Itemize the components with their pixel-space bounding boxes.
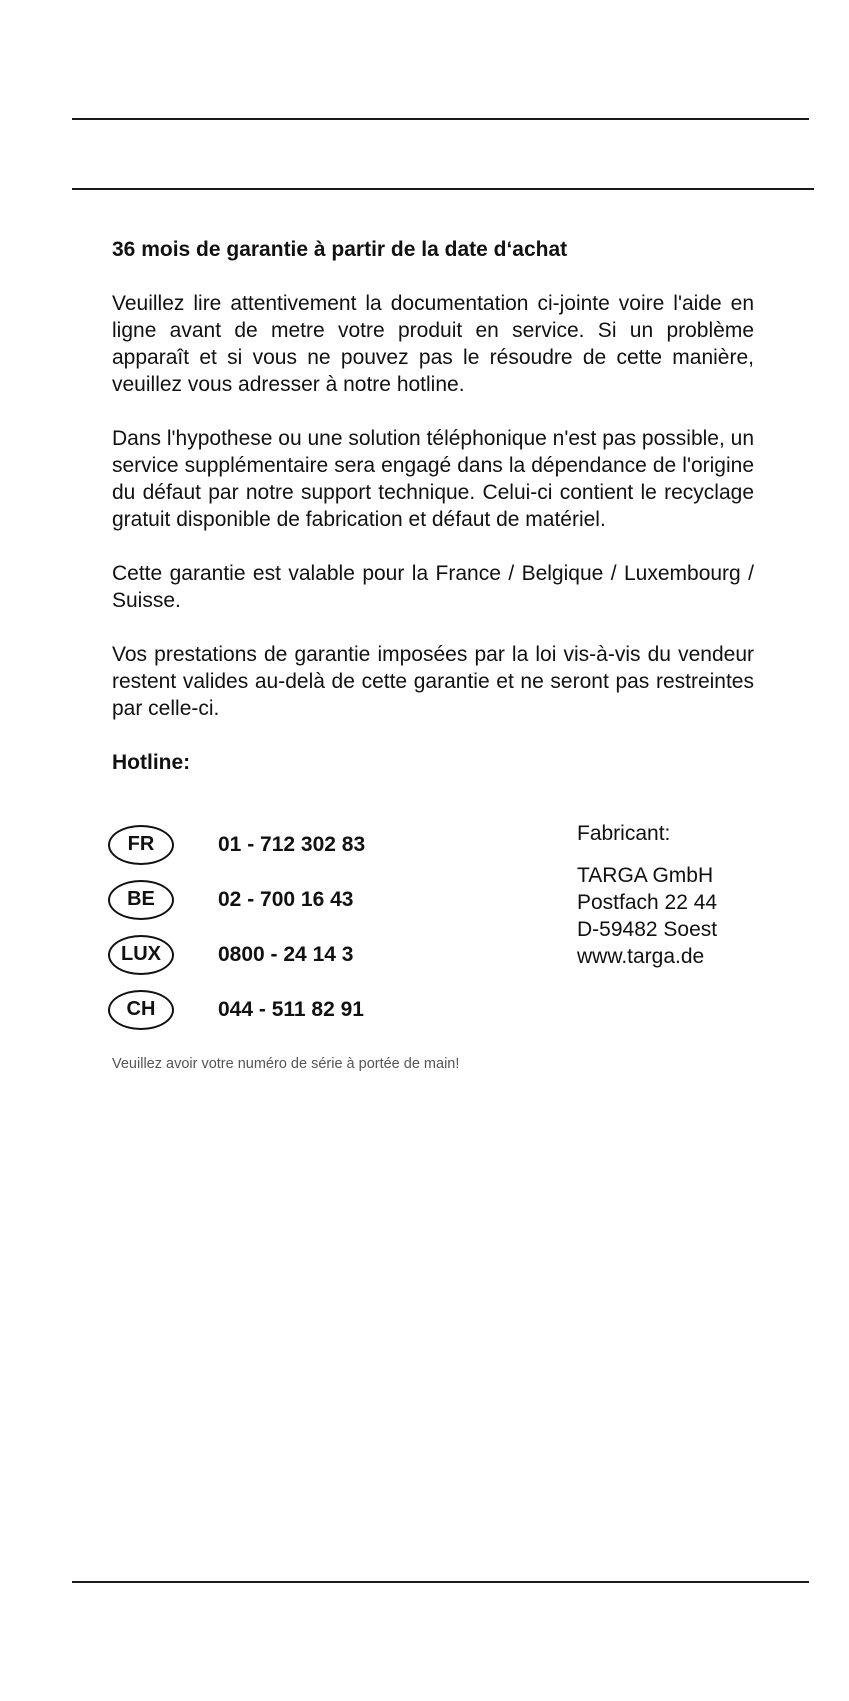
country-badge-lux: LUX	[108, 935, 174, 975]
paragraph-legal: Vos prestations de garantie imposées par la loi vis-à-vis du vendeur restent valides au-delà de cette garantie et ne seront pas restreintes par celle-ci.	[112, 643, 754, 720]
hotline-row-fr	[108, 825, 468, 869]
warranty-heading: 36 mois de garantie à partir de la date d‘achat	[112, 238, 568, 261]
manufacturer-postbox: Postfach 22 44	[577, 891, 718, 914]
paragraph-documentation: Veuillez lire attentivement la documentation ci-jointe voire l'aide en ligne avant de metre votre produit en service. Si un problème apparaît et si vous ne pouvez pas le résoudre de cette manière, veuillez vous adresser à notre hotline.	[112, 292, 754, 396]
serial-number-note: Veuillez avoir votre numéro de série à portée de main!	[112, 1056, 460, 1072]
country-badge-ch: CH	[108, 990, 174, 1030]
phone-lux: 0800 - 24 14 3	[218, 943, 354, 966]
phone-fr: 01 - 712 302 83	[218, 833, 366, 856]
footer-rule	[72, 1581, 809, 1583]
manufacturer-city: D-59482 Soest	[577, 918, 718, 941]
hotline-row-lux	[108, 935, 468, 979]
manufacturer-website: www.targa.de	[577, 945, 705, 968]
warranty-section	[112, 236, 754, 777]
paragraph-support: Dans l'hypothese ou une solution téléphonique n'est pas possible, un service supplémentaire sera engagé dans la dépendance de l'origine du défaut par notre support technique. Celui-ci contient le recyclage gratuit disponible de fabrication et défaut de matériel.	[112, 427, 754, 531]
manufacturer-label: Fabricant:	[577, 822, 671, 845]
header-rule	[72, 188, 814, 190]
hotline-title: Hotline:	[112, 751, 191, 774]
country-badge-fr: FR	[108, 825, 174, 865]
manufacturer-block	[577, 820, 717, 970]
paragraph-validity: Cette garantie est valable pour la France / Belgique / Luxembourg / Suisse.	[112, 562, 754, 612]
hotline-row-ch	[108, 990, 468, 1034]
country-badge-be: BE	[108, 880, 174, 920]
manufacturer-name: TARGA GmbH	[577, 864, 714, 887]
top-rule	[72, 118, 809, 120]
phone-be: 02 - 700 16 43	[218, 888, 354, 911]
hotline-row-be	[108, 880, 468, 924]
phone-ch: 044 - 511 82 91	[218, 998, 364, 1021]
